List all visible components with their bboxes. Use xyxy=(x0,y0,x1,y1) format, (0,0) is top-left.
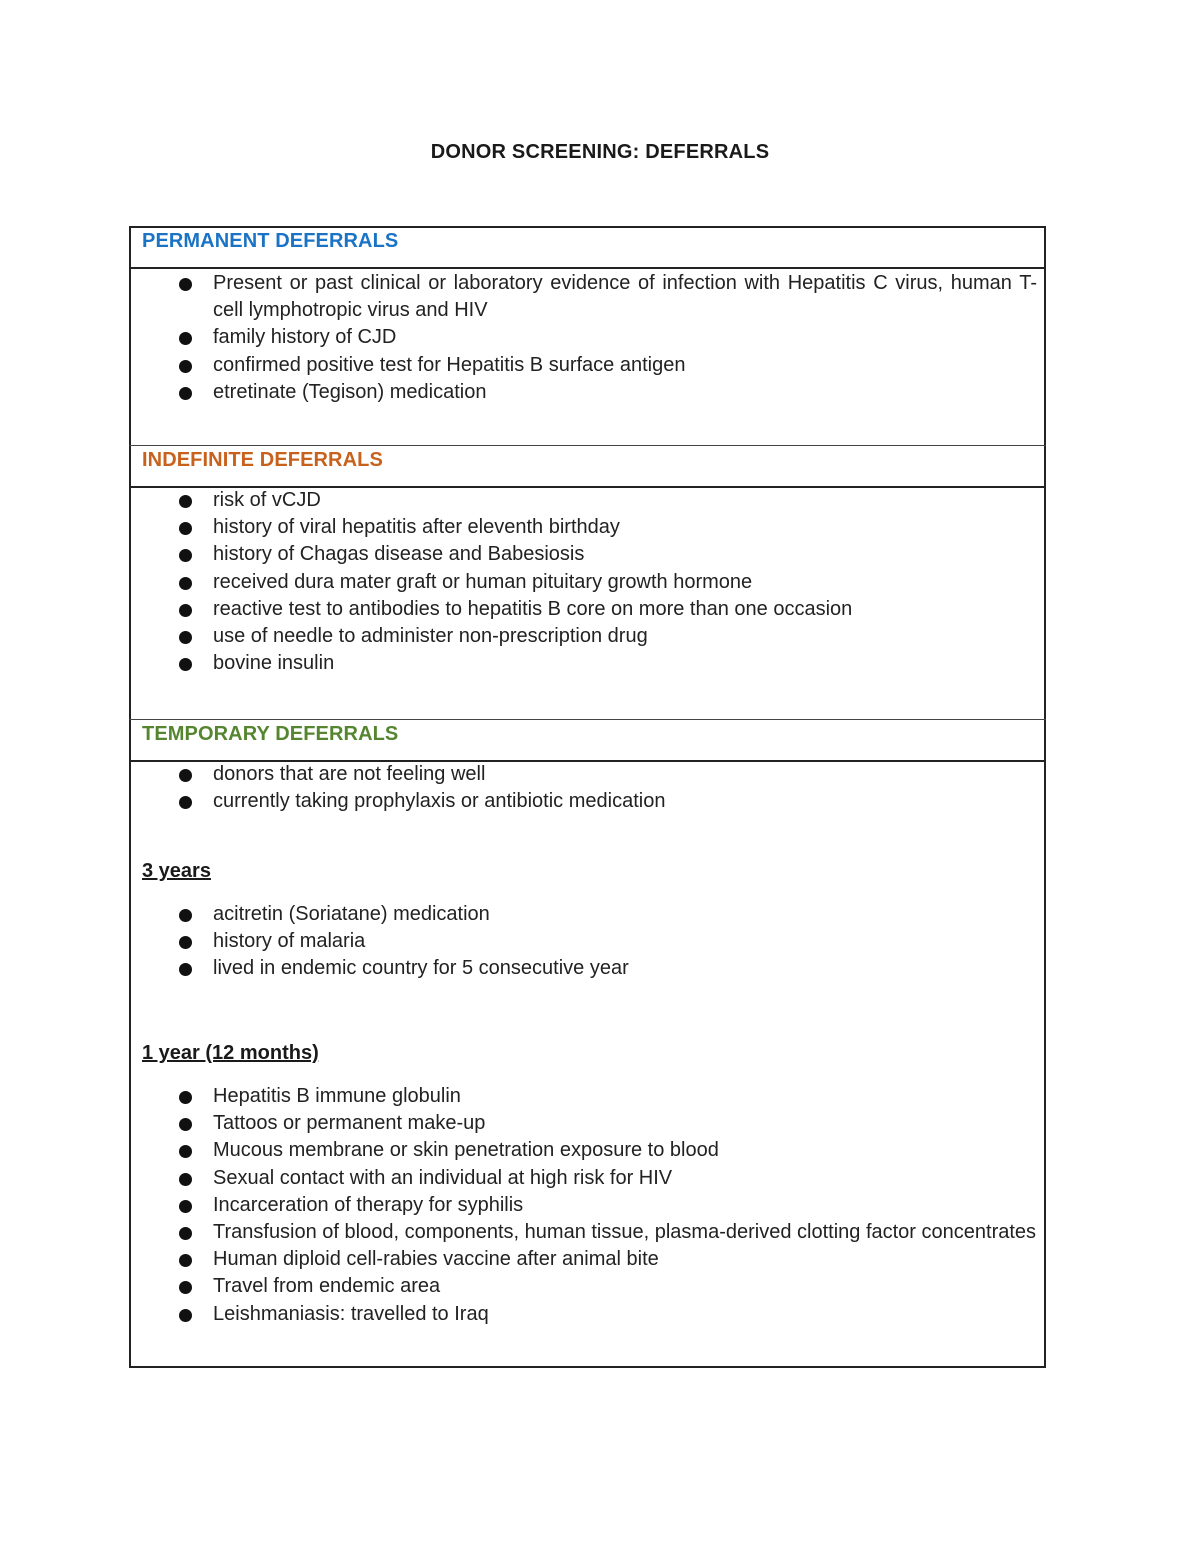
list-item: Incarceration of therapy for syphilis xyxy=(131,1192,1037,1219)
list-item: history of Chagas disease and Babesiosis xyxy=(131,541,1037,568)
list-item: lived in endemic country for 5 consecutive year xyxy=(131,955,1037,982)
bullet-icon xyxy=(179,278,192,291)
one-year-subheading: 1 year (12 months) xyxy=(142,1042,319,1064)
temporary-deferrals-list xyxy=(131,761,1037,815)
list-item: Tattoos or permanent make-up xyxy=(131,1110,1037,1137)
three-years-list xyxy=(131,901,1037,983)
indefinite-deferrals-heading: INDEFINITE DEFERRALS xyxy=(142,449,383,471)
bullet-icon xyxy=(179,909,192,922)
bullet-icon xyxy=(179,936,192,949)
bullet-icon xyxy=(179,963,192,976)
list-item: Hepatitis B immune globulin xyxy=(131,1083,1037,1110)
bullet-icon xyxy=(179,577,192,590)
bullet-icon xyxy=(179,522,192,535)
list-item: use of needle to administer non-prescription drug xyxy=(131,623,1037,650)
one-year-list xyxy=(131,1083,1037,1328)
list-item: bovine insulin xyxy=(131,650,1037,677)
bullet-icon xyxy=(179,1281,192,1294)
bullet-icon xyxy=(179,658,192,671)
bullet-icon xyxy=(179,332,192,345)
permanent-deferrals-heading: PERMANENT DEFERRALS xyxy=(142,230,399,252)
page-title: DONOR SCREENING: DEFERRALS xyxy=(430,141,770,163)
divider xyxy=(129,719,1046,720)
list-item: etretinate (Tegison) medication xyxy=(131,379,1037,406)
bullet-icon xyxy=(179,1227,192,1240)
divider xyxy=(129,445,1046,446)
list-item: history of viral hepatitis after eleventh birthday xyxy=(131,514,1037,541)
list-item: Human diploid cell-rabies vaccine after animal bite xyxy=(131,1246,1037,1273)
list-item: confirmed positive test for Hepatitis B surface antigen xyxy=(131,352,1037,379)
list-item: currently taking prophylaxis or antibiotic medication xyxy=(131,788,1037,815)
bullet-icon xyxy=(179,1200,192,1213)
list-item: Present or past clinical or laboratory evidence of infection with Hepatitis C virus, human T-cell lymphotropic virus and HIV xyxy=(131,270,1037,324)
list-item: received dura mater graft or human pituitary growth hormone xyxy=(131,569,1037,596)
bullet-icon xyxy=(179,1254,192,1267)
list-item: family history of CJD xyxy=(131,324,1037,351)
indefinite-deferrals-list xyxy=(131,487,1037,677)
bullet-icon xyxy=(179,1091,192,1104)
list-item: Leishmaniasis: travelled to Iraq xyxy=(131,1301,1037,1328)
list-item: history of malaria xyxy=(131,928,1037,955)
list-item: Sexual contact with an individual at high risk for HIV xyxy=(131,1165,1037,1192)
bullet-icon xyxy=(179,604,192,617)
list-item: Transfusion of blood, components, human tissue, plasma-derived clotting factor concentrates xyxy=(131,1219,1037,1246)
deferrals-table xyxy=(129,226,1046,1368)
list-item: risk of vCJD xyxy=(131,487,1037,514)
bullet-icon xyxy=(179,1118,192,1131)
three-years-subheading: 3 years xyxy=(142,860,211,882)
temporary-deferrals-heading: TEMPORARY DEFERRALS xyxy=(142,723,399,745)
bullet-icon xyxy=(179,549,192,562)
bullet-icon xyxy=(179,495,192,508)
divider xyxy=(129,267,1046,269)
list-item: donors that are not feeling well xyxy=(131,761,1037,788)
list-item: reactive test to antibodies to hepatitis B core on more than one occasion xyxy=(131,596,1037,623)
bullet-icon xyxy=(179,1173,192,1186)
bullet-icon xyxy=(179,1145,192,1158)
bullet-icon xyxy=(179,796,192,809)
bullet-icon xyxy=(179,769,192,782)
bullet-icon xyxy=(179,1309,192,1322)
list-item: Mucous membrane or skin penetration exposure to blood xyxy=(131,1137,1037,1164)
bullet-icon xyxy=(179,360,192,373)
bullet-icon xyxy=(179,387,192,400)
permanent-deferrals-list xyxy=(131,270,1037,406)
list-item: Travel from endemic area xyxy=(131,1273,1037,1300)
bullet-icon xyxy=(179,631,192,644)
list-item: acitretin (Soriatane) medication xyxy=(131,901,1037,928)
